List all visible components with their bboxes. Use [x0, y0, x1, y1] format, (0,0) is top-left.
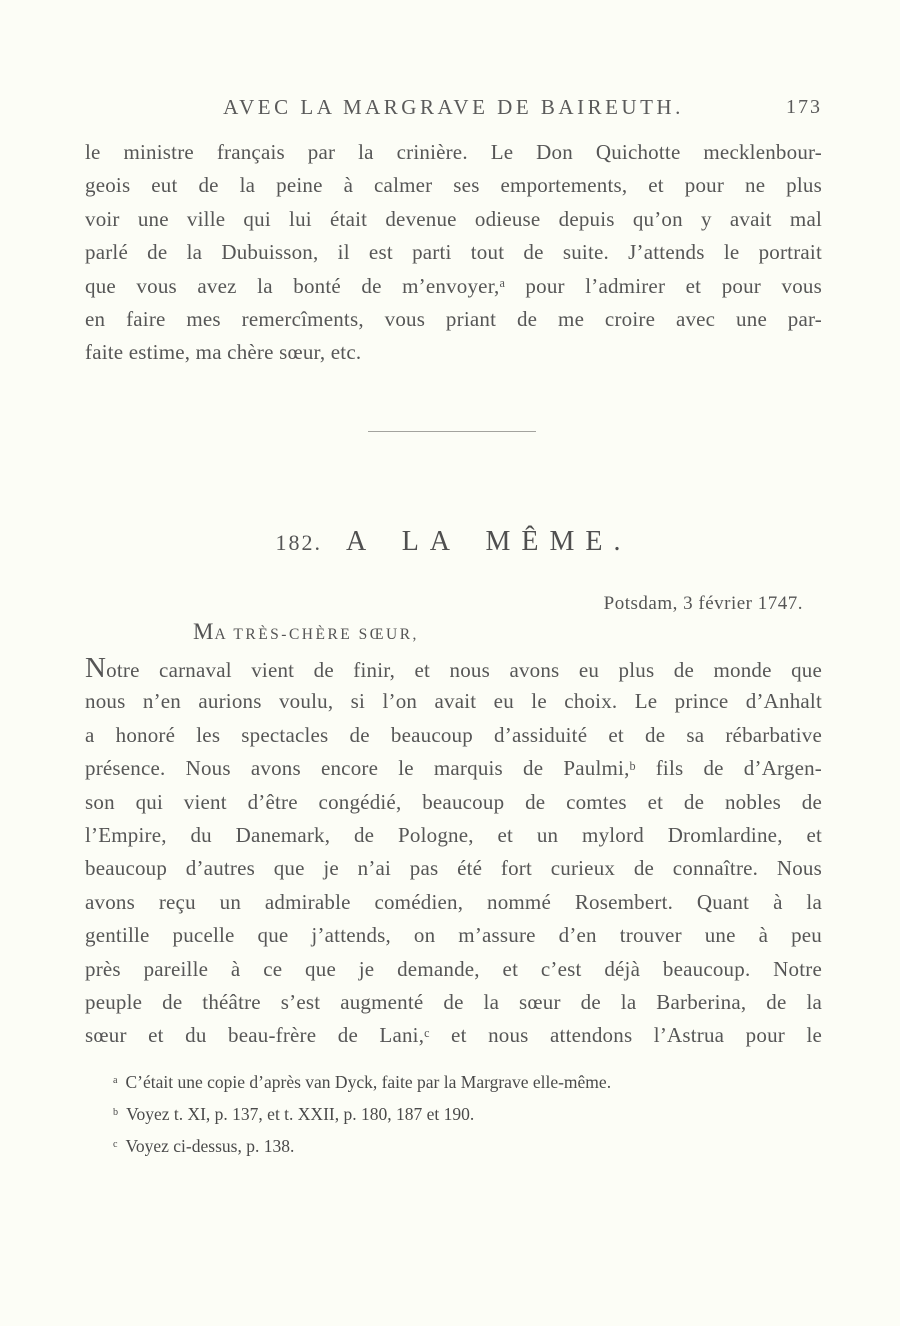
- text-line: [85, 886, 822, 919]
- footnote-text: Voyez t. XI, p. 137, et t. XXII, p. 180, 187 et 190.: [126, 1104, 475, 1124]
- letter-heading: [85, 526, 822, 558]
- text-line: [85, 719, 822, 752]
- text-run: que vous avez la bonté de m’envoyer,: [85, 273, 500, 298]
- text-line: [85, 786, 822, 819]
- text-line: [85, 919, 822, 952]
- text-run: peuple de théâtre s’est augmenté de la sœur de la Barberina, de la: [85, 989, 822, 1014]
- salutation: [193, 620, 419, 647]
- text-line: [85, 685, 822, 718]
- text-run: l’Empire, du Danemark, de Pologne, et un mylord Dromlardine, et: [85, 822, 822, 847]
- text-line: [85, 819, 822, 852]
- text-run: pour l’admirer et pour vous: [504, 273, 822, 298]
- footnote-marker: a: [113, 1075, 118, 1087]
- text-line: [85, 1019, 822, 1052]
- dateline: Potsdam, 3 février 1747.: [603, 593, 803, 614]
- text-run: le ministre français par la crinière. Le Don Quichotte mecklenbour-: [85, 140, 822, 164]
- text-line: [85, 270, 822, 303]
- text-run: gentille pucelle que j’attends, on m’assure d’en trouver une à peu: [85, 923, 822, 948]
- footnote: [113, 1132, 773, 1164]
- text-run: et nous attendons l’Astrua pour le: [429, 1023, 822, 1048]
- text-run: son qui vient d’être congédié, beaucoup de comtes et de nobles de: [85, 789, 822, 814]
- text-run: nous n’en aurions voulu, si l’on avait eu le choix. Le prince d’Anhalt: [85, 689, 822, 714]
- letter-title: A LA MÊME.: [346, 526, 632, 557]
- text-run: Notre carnaval vient de finir, et nous avons eu plus de monde que: [85, 652, 822, 684]
- text-run: a honoré les spectacles de beaucoup d’assiduité et de sa rébarbative: [85, 722, 822, 747]
- text-line: [85, 752, 822, 785]
- page-number: 173: [786, 96, 822, 118]
- text-line: [85, 986, 822, 1019]
- text-run: M: [193, 619, 215, 644]
- text-run: en faire mes remercîments, vous priant de me croire avec une par-: [85, 306, 822, 331]
- text-run: faite estime, ma chère sœur, etc.: [85, 340, 362, 365]
- footnote-marker: c: [113, 1139, 118, 1151]
- footnote-ref: a: [499, 276, 505, 291]
- text-run: fils de d’Argen-: [635, 756, 822, 781]
- letter-number: 182.: [275, 530, 323, 555]
- letter-body: [85, 652, 822, 1053]
- footnote-marker: b: [113, 1107, 119, 1119]
- text-line: [85, 652, 822, 685]
- running-title: AVEC LA MARGRAVE DE BAIREUTH.: [223, 95, 684, 119]
- text-run: parlé de la Dubuisson, il est parti tout de suite. J’attends le portrait: [85, 240, 822, 265]
- footnote: [113, 1100, 773, 1132]
- footnote-text: Voyez ci-dessus, p. 138.: [125, 1136, 295, 1156]
- footnote-ref: b: [629, 758, 636, 773]
- text-run: présence. Nous avons encore le marquis de Paulmi,: [85, 756, 630, 781]
- section-divider: [368, 431, 536, 432]
- text-line: [85, 336, 822, 369]
- text-run: près pareille à ce que je demande, et c’est déjà beaucoup. Notre: [85, 956, 822, 981]
- text-run: sœur et du beau-frère de Lani,: [85, 1023, 425, 1048]
- text-line: [85, 203, 822, 236]
- text-run: geois eut de la peine à calmer ses emportements, et pour ne plus: [85, 173, 822, 198]
- footnote-text: C’était une copie d’après van Dyck, faite par la Margrave elle-même.: [125, 1072, 612, 1092]
- text-run: avons reçu un admirable comédien, nommé Rosembert. Quant à la: [85, 889, 822, 914]
- text-line: [85, 852, 822, 885]
- footnote-ref: c: [424, 1025, 430, 1040]
- text-line: [85, 136, 822, 169]
- text-line: [85, 169, 822, 202]
- text-run: voir une ville qui lui était devenue odieuse depuis qu’on y avait mal: [85, 206, 822, 231]
- text-line: [85, 303, 822, 336]
- footnotes: [113, 1068, 773, 1164]
- text-line: [85, 236, 822, 269]
- text-line: [85, 953, 822, 986]
- text-run: beaucoup d’autres que je n’ai pas été fort curieux de connaître. Nous: [85, 856, 822, 881]
- footnote: [113, 1068, 773, 1100]
- text-run: A TRÈS-CHÈRE SŒUR,: [214, 626, 419, 643]
- page-header: [85, 95, 822, 123]
- previous-letter-ending: [85, 136, 822, 370]
